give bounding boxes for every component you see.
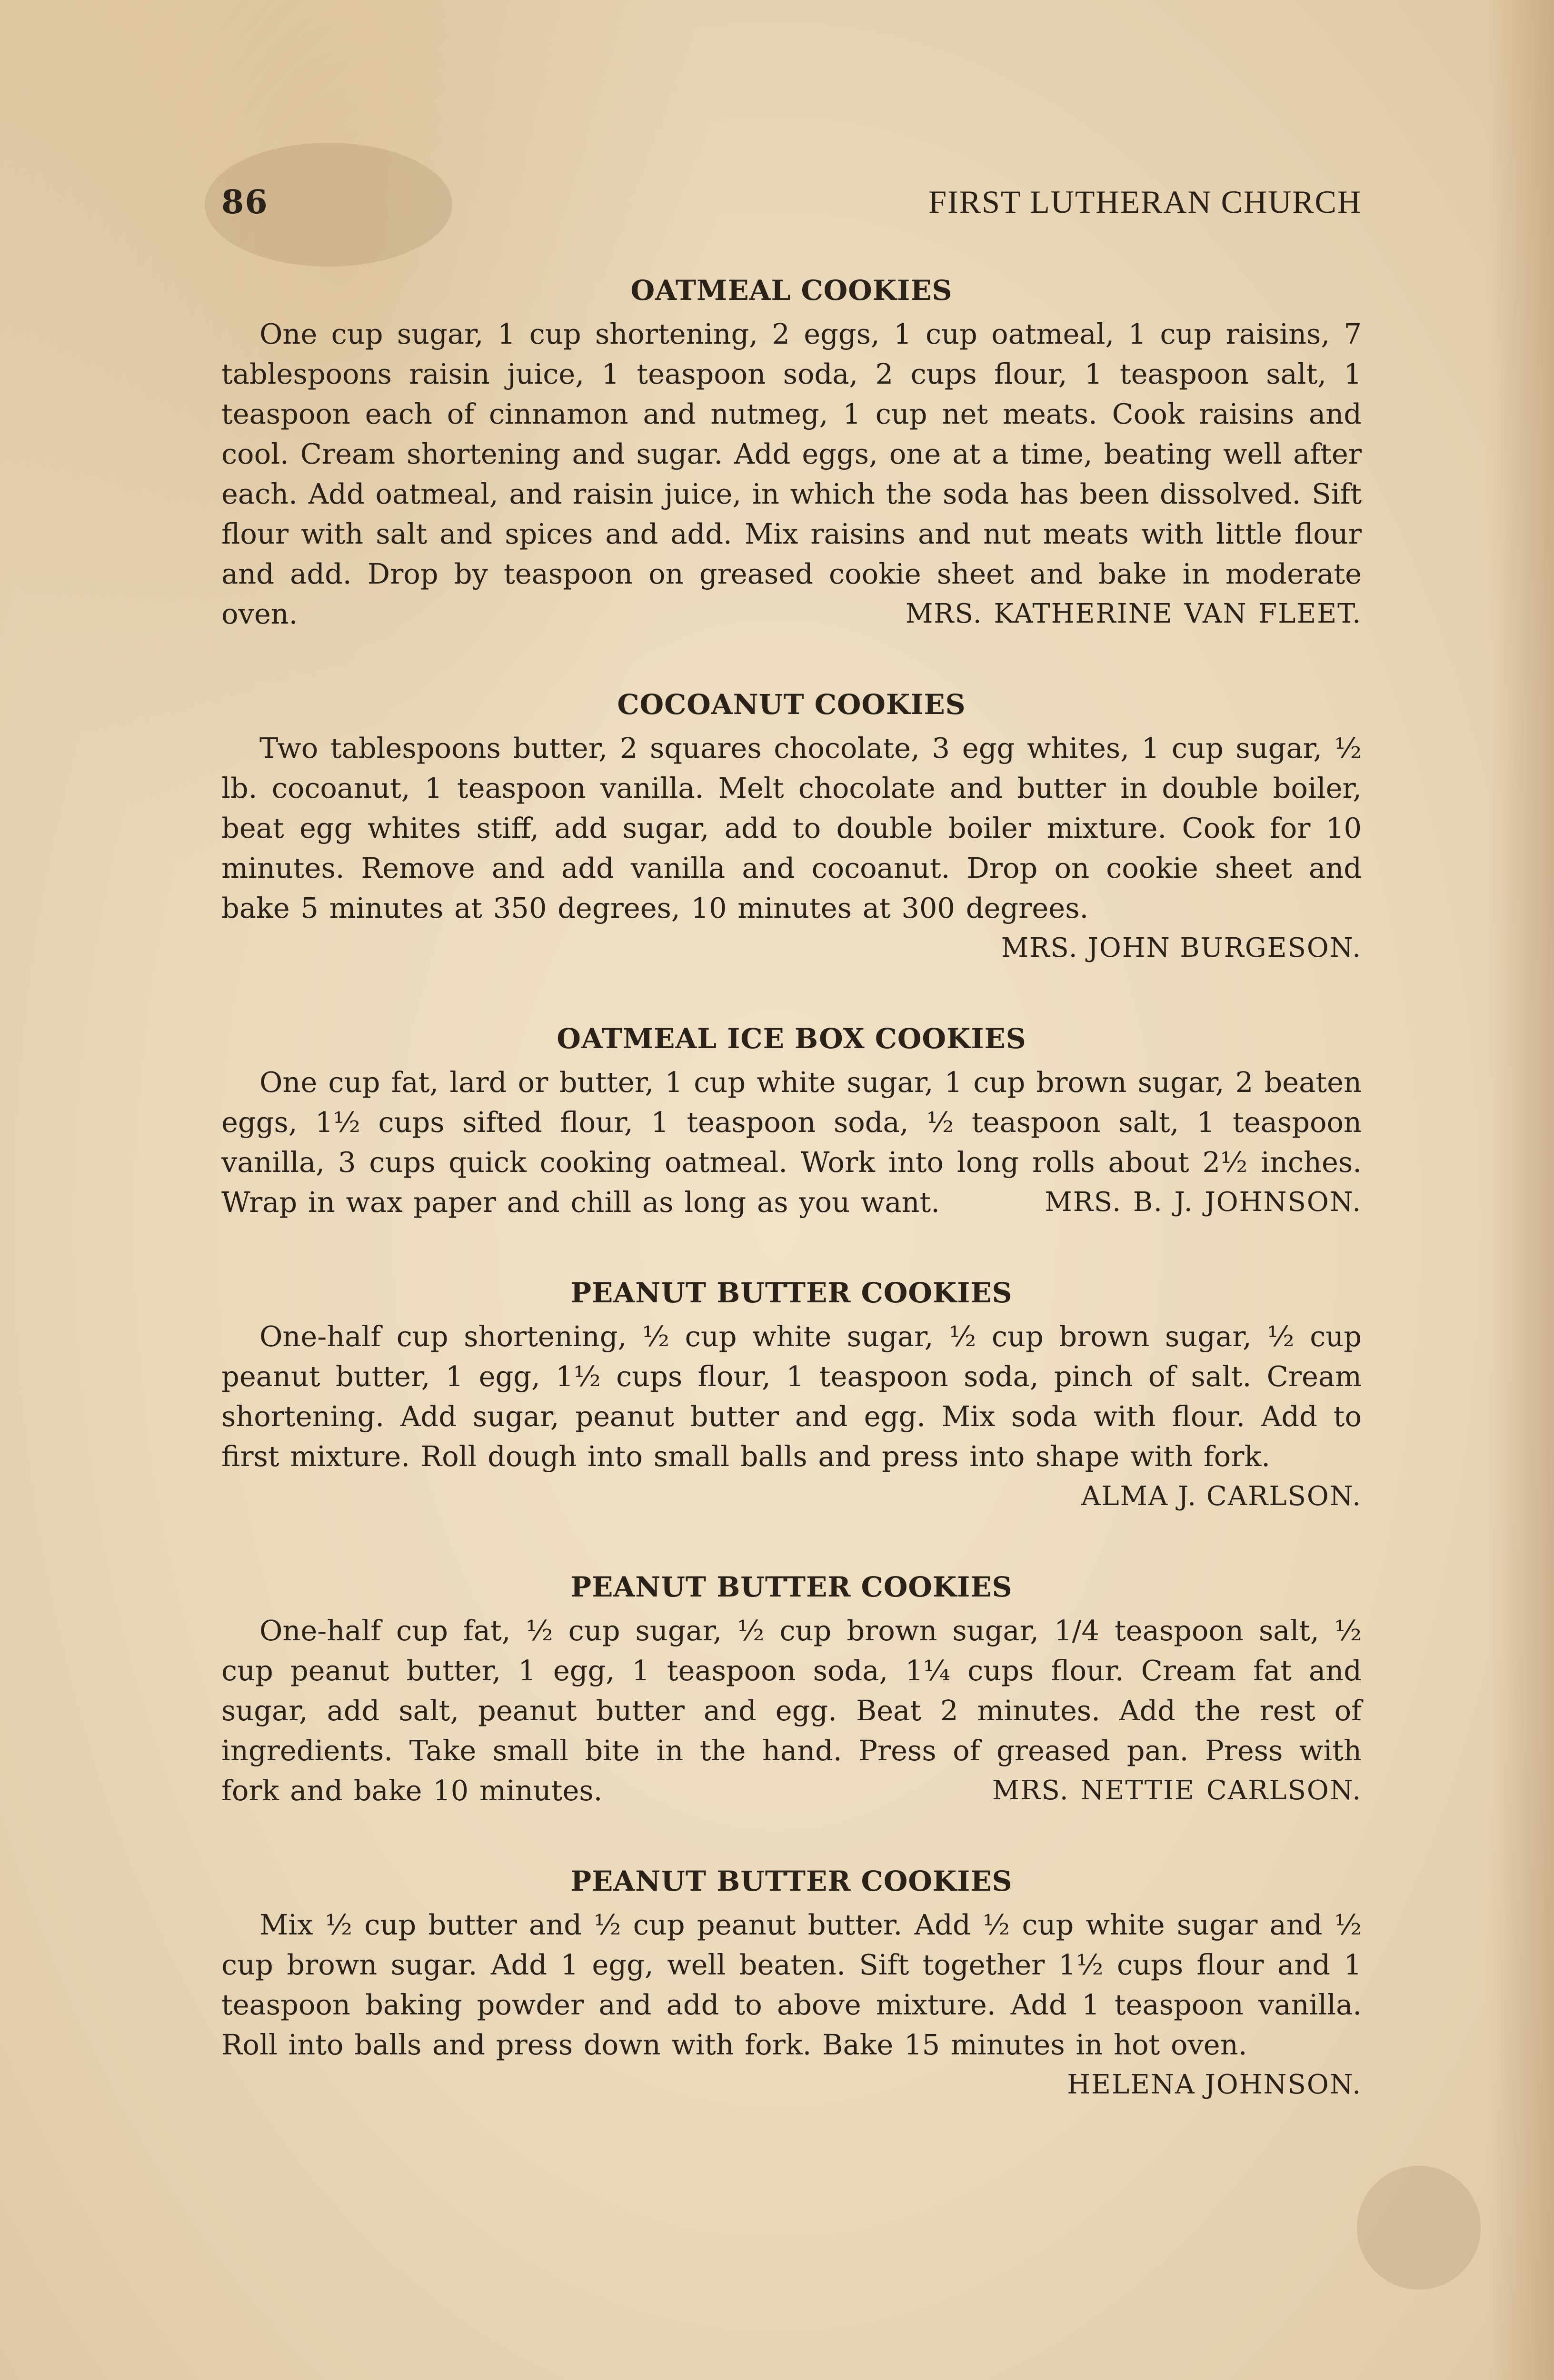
recipe-author: MRS. JOHN BURGESON. xyxy=(1001,932,1362,963)
recipe-author: HELENA JOHNSON. xyxy=(1067,2069,1362,2100)
recipe-body: Two tablespoons butter, 2 squares chocolate, 3 egg whites, 1 cup sugar, ½ lb. cocoanut, 1 teaspoon vanilla. Melt chocolate and butter in double boiler, beat egg whites stiff, add sugar, add to double boiler mixture. Cook for 10 minutes. Remove and add vanilla and cocoanut. Drop on cookie sheet and bake 5 minutes at 350 degrees, 10 minutes at 300 degrees. xyxy=(221,732,1362,924)
recipe xyxy=(221,1274,1362,1517)
running-head: FIRST LUTHERAN CHURCH xyxy=(928,184,1362,220)
recipe xyxy=(221,1862,1362,2105)
recipe-author: MRS. NETTIE CARLSON. xyxy=(992,1775,1362,1806)
recipe-title: PEANUT BUTTER COOKIES xyxy=(570,1571,1013,1603)
recipe-title: PEANUT BUTTER COOKIES xyxy=(570,1865,1013,1897)
recipe xyxy=(221,1568,1362,1811)
recipe-author: MRS. KATHERINE VAN FLEET. xyxy=(905,598,1362,629)
recipe xyxy=(221,685,1362,968)
recipe-body xyxy=(221,1611,1362,1811)
recipe-title: COCOANUT COOKIES xyxy=(617,688,966,721)
recipe-body xyxy=(221,314,1362,634)
recipe-title: OATMEAL COOKIES xyxy=(630,274,953,307)
recipe xyxy=(221,271,1362,634)
page-edge-shadow xyxy=(1487,0,1554,2380)
recipe-list xyxy=(221,271,1362,2156)
recipe-text: One cup fat, lard or butter, 1 cup white sugar, 1 cup brown sugar, 2 beaten eggs, 1½ cups sifted flour, 1 teaspoon soda, ½ teaspoon salt, 1 teaspoon vanilla, 3 cups quick cooking oatmeal. Work into long rolls about 2½ inches. Wrap in wax paper and chill as long as you want. xyxy=(221,1066,1362,1219)
recipe xyxy=(221,1020,1362,1222)
recipe-text: One cup sugar, 1 cup shortening, 2 eggs, 1 cup oatmeal, 1 cup raisins, 7 tablespoons raisin juice, 1 teaspoon soda, 2 cups flour, 1 teaspoon salt, 1 teaspoon each of cinnamon and nutmeg, 1 cup net meats. Cook raisins and cool. Cream shortening and sugar. Add eggs, one at a time, beating well after each. Add oatmeal, and raisin juice, in which the soda has been dissolved. Sift flour with salt and spices and add. Mix raisins and nut meats with little flour and add. Drop by teaspoon on greased cookie sheet and bake in moderate oven. xyxy=(221,317,1362,630)
paper-stain xyxy=(1357,2166,1481,2290)
page-number: 86 xyxy=(221,183,269,221)
recipe-author: MRS. B. J. JOHNSON. xyxy=(1045,1187,1362,1218)
recipe-body: One-half cup shortening, ½ cup white sugar, ½ cup brown sugar, ½ cup peanut butter, 1 egg, 1½ cups flour, 1 teaspoon soda, pinch of salt. Cream shortening. Add sugar, peanut butter and egg. Mix soda with flour. Add to first mixture. Roll dough into small balls and press into shape with fork. xyxy=(221,1320,1362,1473)
recipe-text: One-half cup fat, ½ cup sugar, ½ cup brown sugar, 1/4 teaspoon salt, ½ cup peanut butter, 1 egg, 1 teaspoon soda, 1¼ cups flour. Cream fat and sugar, add salt, peanut butter and egg. Beat 2 minutes. Add the rest of ingredients. Take small bite in the hand. Press of greased pan. Press with fork and bake 10 minutes. xyxy=(221,1614,1362,1807)
recipe-title: PEANUT BUTTER COOKIES xyxy=(570,1277,1013,1309)
page-header xyxy=(221,183,1362,236)
recipe-body: Mix ½ cup butter and ½ cup peanut butter. Add ½ cup white sugar and ½ cup brown sugar. Add 1 egg, well beaten. Sift together 1½ cups flour and 1 teaspoon baking powder and add to above mixture. Add 1 teaspoon vanilla. Roll into balls and press down with fork. Bake 15 minutes in hot oven. xyxy=(221,1908,1362,2061)
recipe-body xyxy=(221,1062,1362,1222)
recipe-title: OATMEAL ICE BOX COOKIES xyxy=(557,1022,1026,1055)
recipe-author: ALMA J. CARLSON. xyxy=(1081,1481,1362,1512)
